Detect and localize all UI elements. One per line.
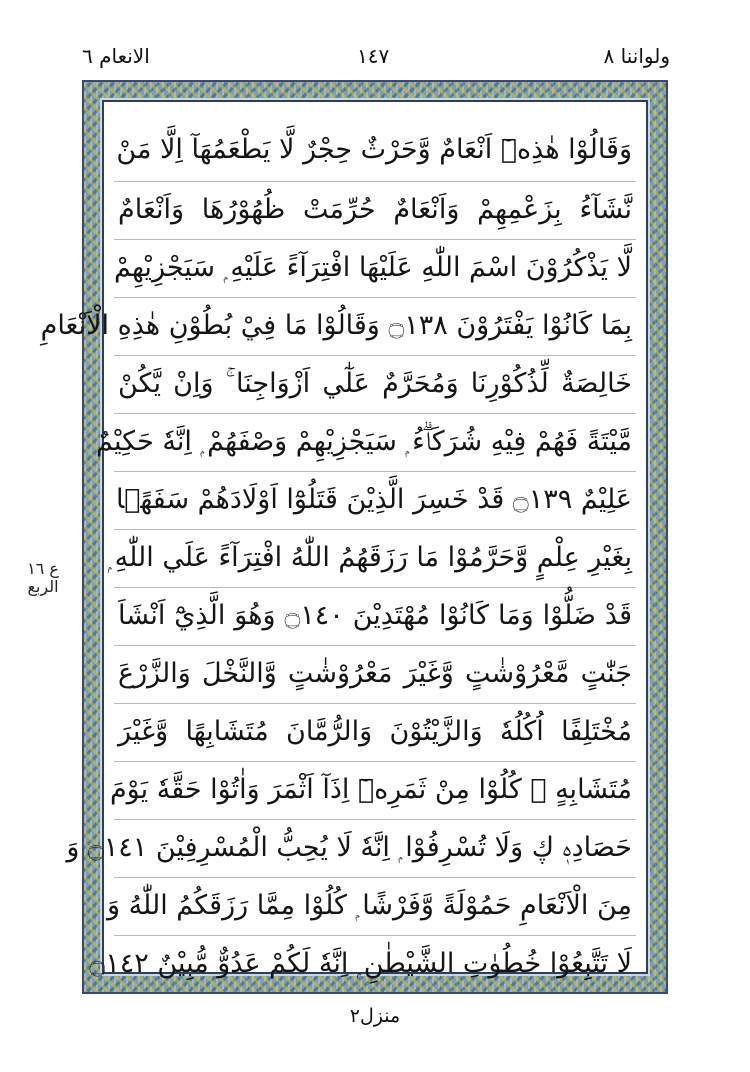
text-line-6: مَّيْتَةً فَهُمْ فِيْهِ شُرَكَاۗءُ ۭ سَيَجْزِيْهِمْ وَصْفَهُمْ ۭ اِنَّهٗ حَكِيْمٌ (96, 426, 632, 457)
text-line-12: مُتَشَابِهٍ ۭ كُلُوْا مِنْ ثَمَرِهٖٓ اِذَآ اَثْمَرَ وَاٰتُوْا حَقَّهٗ يَوْمَ (109, 774, 632, 805)
text-line-1: وَقَالُوْا هٰذِهٖٓ اَنْعَامٌ وَّحَرْثٌ حِجْرٌ لَّا يَطْعَمُهَآ اِلَّا مَنْ (116, 134, 632, 165)
text-line-8: بِغَيْرِ عِلْمٍ وَّحَرَّمُوْا مَا رَزَقَهُمُ اللّٰهُ افْتِرَآءً عَلَي اللّٰهِ ۭ (107, 542, 632, 573)
text-line-13: حَصَادِهٖ ڮ وَلَا تُسْرِفُوْا ۭ اِنَّهٗ لَا يُحِبُّ الْمُسْرِفِيْنَ ۝١٤١ وَ (66, 832, 632, 863)
text-line-5: خَالِصَةٌ لِّذُكُوْرِنَا وَمُحَرَّمٌ عَلٰٓي اَزْوَاجِنَا ۚ وَاِنْ يَّكُنْ (118, 368, 632, 399)
text-line-2: نَّشَآءُ بِزَعْمِهِمْ وَاَنْعَامٌ حُرِّمَتْ ظُهُوْرُهَا وَاَنْعَامٌ (118, 194, 632, 225)
text-line-15: لَا تَتَّبِعُوْا خُطُوٰتِ الشَّيْطٰنِ ۭ اِنَّهٗ لَكُمْ عَدُوٌّ مُّبِيْنٌ ۝١٤٢ (89, 948, 632, 979)
text-line-9: قَدْ ضَلُّوْا وَمَا كَانُوْا مُهْتَدِيْنَ ۝١٤٠ وَهُوَ الَّذِيْٓ اَنْشَاَ (118, 600, 633, 631)
text-line-11: مُخْتَلِفًا اُكُلُهٗ وَالزَّيْتُوْنَ وَالرُّمَّانَ مُتَشَابِهًا وَّغَيْرَ (118, 716, 632, 747)
text-line-14: مِنَ الْاَنْعَامِ حَمُوْلَةً وَّفَرْشًا ۭ كُلُوْا مِمَّا رَزَقَكُمُ اللّٰهُ وَ (106, 890, 632, 921)
text-line-7: عَلِيْمٌ ۝١٣٩ قَدْ خَسِرَ الَّذِيْنَ قَتَلُوْٓا اَوْلَادَهُمْ سَفَهًۢا (115, 484, 632, 515)
text-line-4: بِمَا كَانُوْا يَفْتَرُوْنَ ۝١٣٨ وَقَالُوْا مَا فِيْ بُطُوْنِ هٰذِهِ الْاَنْعَامِ (40, 310, 632, 341)
text-line-3: لَّا يَذْكُرُوْنَ اسْمَ اللّٰهِ عَلَيْهَا افْتِرَآءً عَلَيْهِ ۭ سَيَجْزِيْهِمْ (114, 252, 632, 283)
ruku-label: الربع (27, 577, 59, 596)
header-surah-name: الانعام ٦ (82, 44, 150, 68)
page-number: ١٤٧ (357, 44, 390, 68)
footer-manzil: منزل٢ (349, 1005, 401, 1027)
header-juz-name: ولواننا ٨ (603, 44, 670, 68)
ruku-number: ع ١٦ (27, 559, 59, 578)
text-line-10: جَنّٰتٍ مَّعْرُوْشٰتٍ وَّغَيْرَ مَعْرُوْشٰتٍ وَّالنَّخْلَ وَالزَّرْعَ (118, 658, 632, 689)
margin-ruku-marker (14, 560, 72, 596)
